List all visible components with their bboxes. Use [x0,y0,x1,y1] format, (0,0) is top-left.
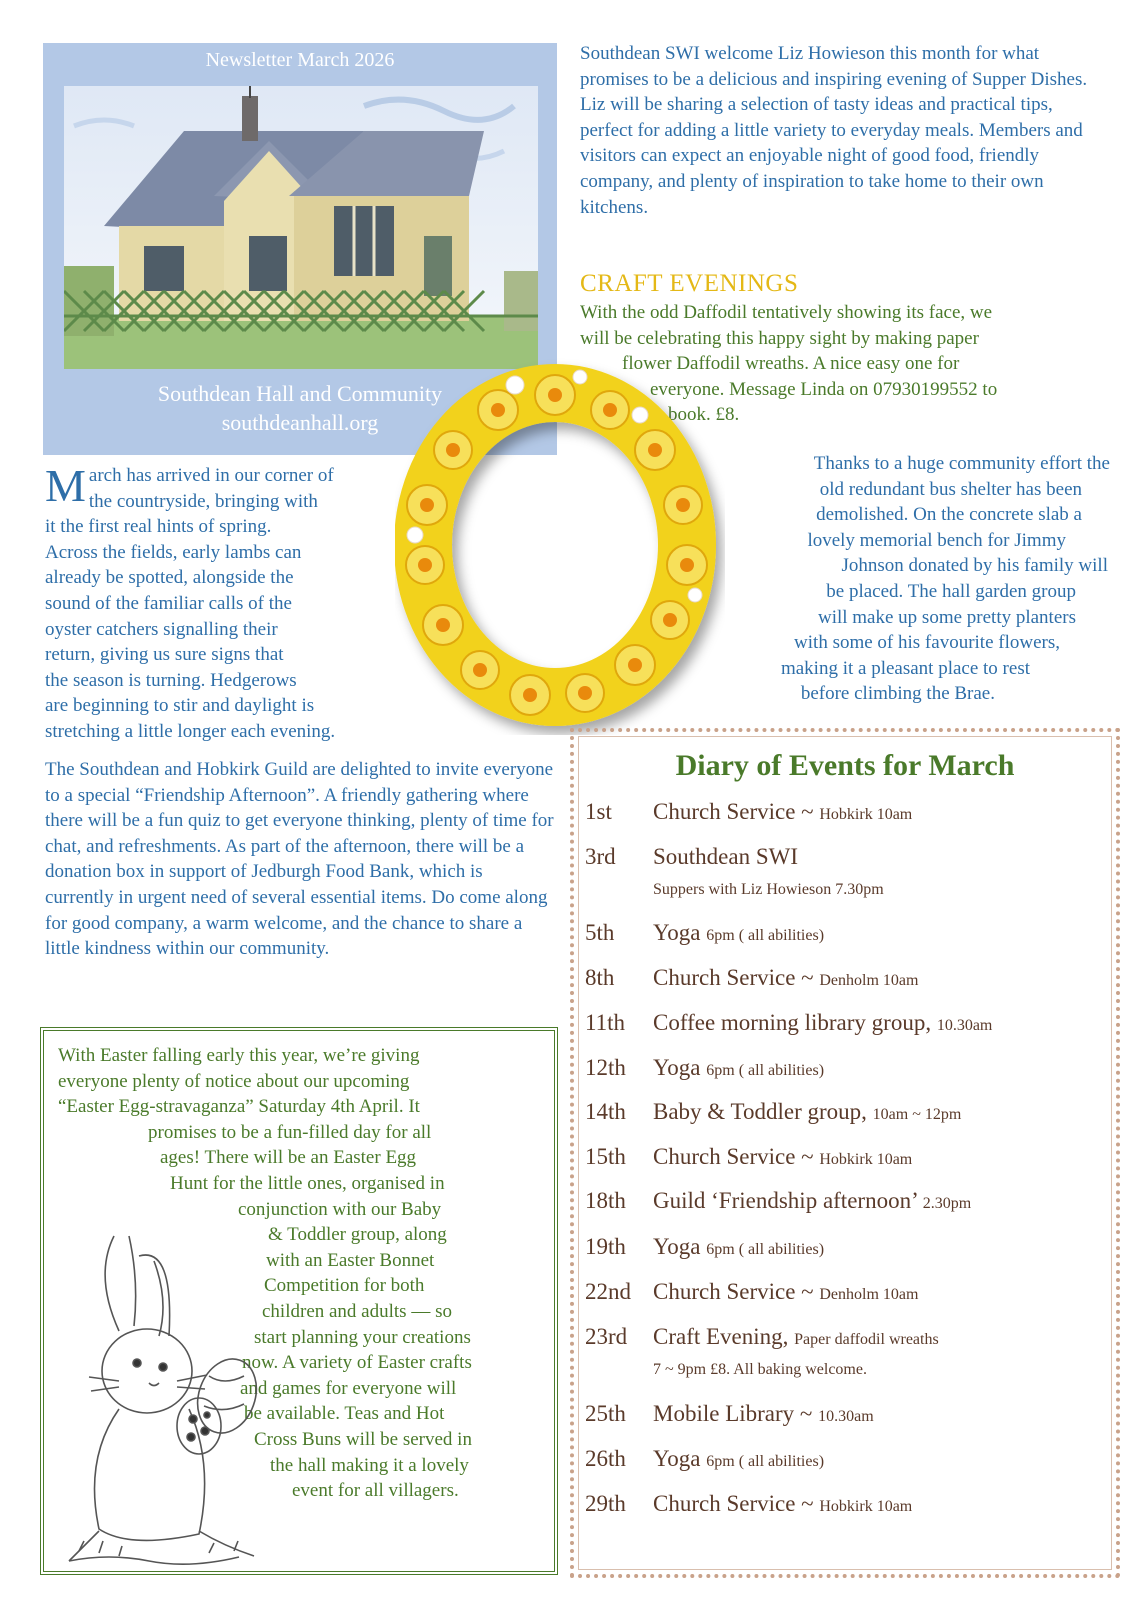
craft-title: CRAFT EVENINGS [580,270,799,297]
easter-line: Hunt for the little ones, organised in [170,1172,445,1194]
event-detail: Hobkirk 10am [819,806,913,823]
event-title: Southdean SWI [653,844,799,869]
event-title: Church Service ~ [653,1491,814,1516]
march-line: it the first real hints of spring. [45,516,272,538]
event-date: 11th [585,1010,626,1035]
bus-line: Thanks to a huge community effort the [813,453,1110,474]
craft-line: everyone. Message Linda on 07930199552 to [650,378,998,400]
bus-line: before climbing the Brae. [800,683,995,705]
easter-line: & Toddler group, along [268,1224,447,1246]
hall-illustration [64,86,538,369]
easter-line: now. A variety of Easter crafts [242,1352,472,1374]
march-paragraph [45,460,445,745]
event-name [653,1491,912,1517]
website: southdeanhall.org [221,410,379,435]
event-title: Guild ‘Friendship afternoon’ [653,1188,918,1213]
easter-line: event for all villagers. [292,1480,459,1502]
newsletter-date: Newsletter March 2026 [205,49,395,71]
event-title: Yoga [653,1234,701,1259]
event-name [653,965,918,991]
event-title: Craft Evening, [653,1324,789,1349]
event-detail: 6pm ( all abilities) [706,1062,825,1079]
org-name: Southdean Hall and Community [157,381,443,406]
bus-line: old redundant bus shelter has been [819,478,1082,500]
event-name [653,1401,874,1427]
event-detail: Hobkirk 10am [819,1498,913,1515]
event-name [653,799,912,825]
march-line: stretching a little longer each evening. [45,720,336,742]
guild-paragraph: The Southdean and Hobkirk Guild are delighted to invite everyone to a special “Friendship Afternoon”. A friendly gathering where there will be a fun quiz to get everyone thinking, plenty of time for chat, and refreshments. As part of the afternoon, there will be a donation box in support of Jedburgh Food Bank, which is currently in urgent need of several essential items. Do come along for good company, a warm welcome, and the chance to share a little kindness within our community. [45,759,554,960]
event-date: 15th [585,1144,626,1169]
event-title: Baby & Toddler group, [653,1099,867,1124]
easter-line: be available. Teas and Hot [244,1403,445,1425]
bus-line: Johnson donated by his family will [841,555,1108,577]
easter-line: start planning your creations [254,1326,471,1348]
event-date: 12th [585,1055,626,1080]
march-line: already be spotted, alongside the [45,567,294,589]
event-title: Yoga [653,920,701,945]
event-date: 1st [585,799,612,824]
event-date: 23rd [585,1324,628,1349]
bus-line: lovely memorial bench for Jimmy [807,529,1066,551]
event-name [653,1324,939,1350]
dropcap: M [45,460,86,511]
event-name [653,1279,918,1305]
easter-line: Cross Buns will be served in [254,1428,472,1450]
event-title: Yoga [653,1055,701,1080]
event-date: 19th [585,1234,626,1259]
event-title: Coffee morning library group, [653,1010,932,1035]
easter-line: conjunction with our Baby [238,1198,442,1220]
easter-bunny-illustration [59,1231,284,1571]
event-date: 3rd [585,844,616,869]
easter-line: everyone plenty of notice about our upcoming [58,1070,410,1092]
event-date: 26th [585,1446,626,1471]
craft-line: With the odd Daffodil tentatively showing its face, we [580,302,993,323]
bus-line: be placed. The hall garden group [826,580,1076,602]
easter-box [40,1027,558,1575]
bus-line: demolished. On the concrete slab a [816,504,1082,526]
event-title: Church Service ~ [653,1279,814,1304]
event-name [653,1446,824,1472]
diary-title: Diary of Events for March [675,749,1015,782]
event-date: 14th [585,1099,626,1124]
event-detail: Paper daffodil wreaths [794,1331,939,1348]
bus-shelter-paragraph [690,451,1110,707]
swi-paragraph: Southdean SWI welcome Liz Howieson this month for what promises to be a delicious and inspiring evening of Supper Dishes. Liz will be sharing a selection of tasty ideas and practical tips, perfect for adding a little variety to everyday meals. Members and visitors can expect an enjoyable night of good food, friendly company, and plenty of inspiration to take home to their own kitchens. [580,43,1088,218]
bus-line: with some of his favourite flowers, [794,632,1060,654]
march-line: the countryside, bringing with [88,490,318,512]
event-title: Mobile Library ~ [653,1401,813,1426]
event-date: 8th [585,965,615,990]
event-date: 25th [585,1401,626,1426]
easter-line: “Easter Egg-stravaganza” Saturday 4th April. It [58,1096,420,1118]
march-line: Across the fields, early lambs can [45,541,302,563]
event-date: 18th [585,1188,626,1213]
march-line: sound of the familiar calls of the [45,592,292,614]
craft-line: flower Daffodil wreaths. A nice easy one for [622,353,960,375]
bus-line: making it a pleasant place to rest [780,657,1030,679]
march-line: are beginning to stir and daylight is [45,695,315,717]
march-line: return, giving us sure signs that [45,644,284,666]
event-detail: 6pm ( all abilities) [706,927,825,944]
march-line: arch has arrived in our corner of [88,465,334,486]
event-name [653,920,824,946]
event-name [653,1144,912,1170]
easter-line: and games for everyone will [240,1377,457,1399]
event-subtitle: 7 ~ 9pm £8. All baking welcome. [653,1361,867,1378]
event-title: Church Service ~ [653,1144,814,1169]
event-date: 22nd [585,1279,631,1304]
event-name [653,1099,961,1125]
event-name [653,1055,824,1081]
event-title: Yoga [653,1446,701,1471]
bus-line: will make up some pretty planters [817,606,1076,628]
event-detail: Hobkirk 10am [819,1151,913,1168]
easter-line: with an Easter Bonnet [266,1249,435,1271]
easter-line: children and adults — so [262,1300,452,1322]
easter-line: promises to be a fun-filled day for all [148,1121,432,1143]
easter-line: With Easter falling early this year, we’re giving [58,1045,420,1066]
event-name [653,1234,824,1260]
event-name [653,1188,971,1214]
easter-line: the hall making it a lovely [270,1454,469,1476]
diary-box [570,728,1120,1578]
event-date: 29th [585,1491,626,1516]
march-line: oyster catchers signalling their [45,618,278,640]
craft-line: book. £8. [668,404,740,426]
event-detail: 10am ~ 12pm [872,1106,962,1123]
event-date: 5th [585,920,615,945]
easter-line: ages! There will be an Easter Egg [160,1147,417,1169]
event-name [653,844,798,870]
event-detail: 2.30pm [922,1195,972,1212]
event-detail: 6pm ( all abilities) [706,1453,825,1470]
event-detail: Denholm 10am [819,1286,919,1303]
event-title: Church Service ~ [653,965,814,990]
event-subtitle: Suppers with Liz Howieson 7.30pm [653,881,884,898]
event-detail: Denholm 10am [819,972,919,989]
event-detail: 10.30am [818,1408,874,1425]
craft-line: will be celebrating this happy sight by making paper [580,327,979,349]
event-title: Church Service ~ [653,799,814,824]
event-name [653,1010,992,1036]
event-detail: 10.30am [936,1017,993,1034]
easter-line: Competition for both [264,1275,425,1297]
event-detail: 6pm ( all abilities) [706,1241,825,1258]
march-line: the season is turning. Hedgerows [45,669,297,691]
